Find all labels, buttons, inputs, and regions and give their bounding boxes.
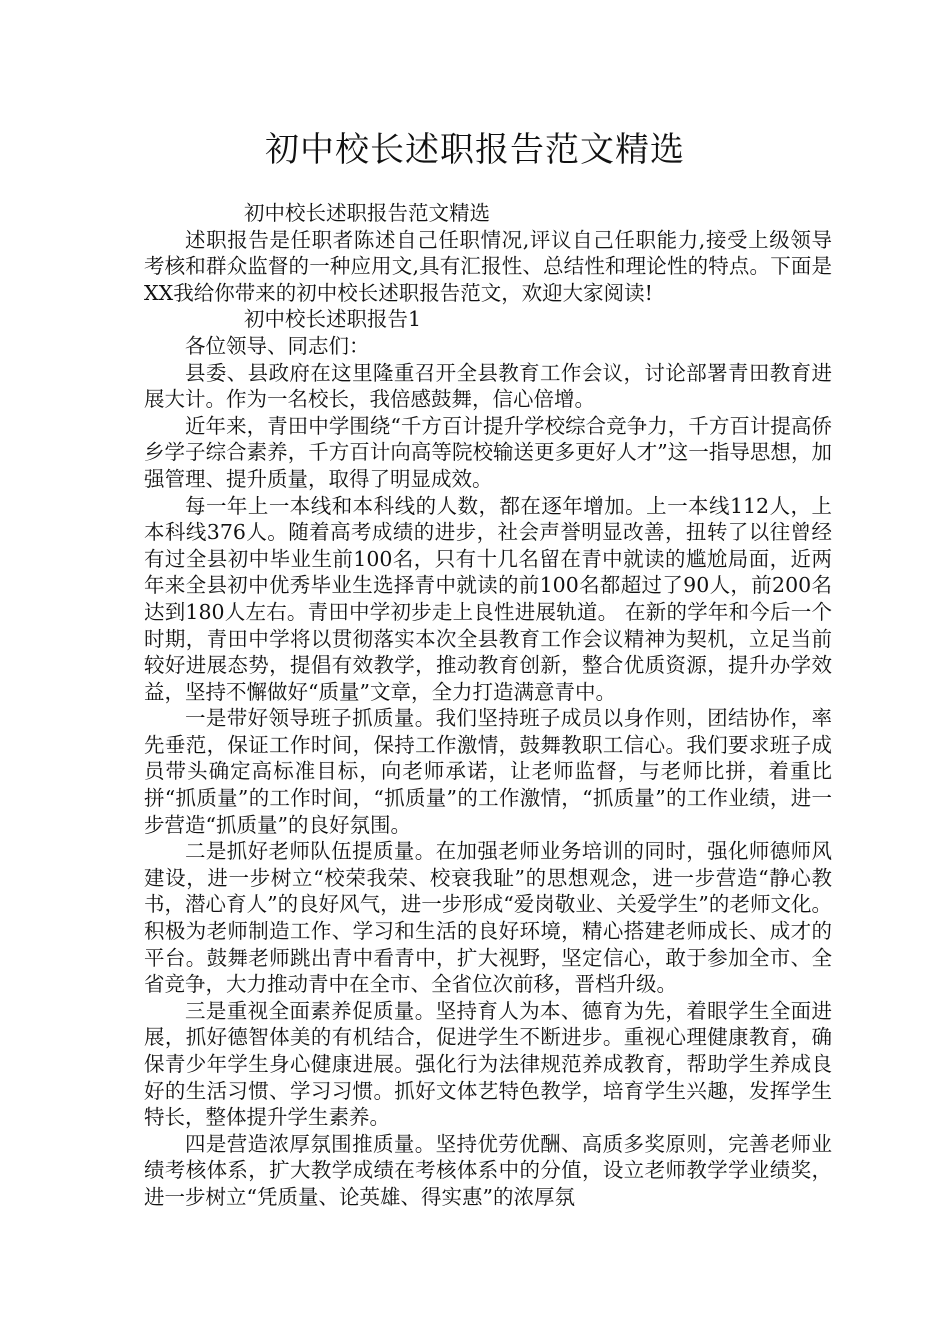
paragraph-intro: 述职报告是任职者陈述自己任职情况,评议自己任职能力,接受上级领导考核和群众监督的一种应用文,具有汇报性、总结性和理论性的特点。下面是XX我给你带来的初中校长述职报告范文，欢迎大家阅读! bbox=[144, 227, 832, 305]
paragraph: 四是营造浓厚氛围推质量。坚持优劳优酬、高质多奖原则，完善老师业绩考核体系，扩大教学成绩在考核体系中的分值，设立老师教学学业绩奖，进一步树立“凭质量、论英雄、得实惠”的浓厚氛 bbox=[144, 1131, 832, 1209]
paragraph-salutation: 各位领导、同志们： bbox=[185, 333, 370, 358]
subtitle-line: 初中校长述职报告范文精选 bbox=[244, 201, 490, 225]
paragraph: 每一年上一本线和本科线的人数，都在逐年增加。上一本线112人，上本科线376人。随着高考成绩的进步，社会声誉明显改善，扭转了以往曾经有过全县初中毕业生前100名，只有十几名留在青中就读的尴尬局面，近两年来全县初中优秀毕业生选择青中就读的前100名都超过了90人，前200名达到180人左右。青田中学初步走上良性进展轨道。 在新的学年和今后一个时期，青田中学将以贯彻落实本次全县教育工作会议精神为契机，立足当前较好进展态势，提倡有效教学，推动教育创新，整合优质资源，提升办学效益，坚持不懈做好“质量”文章，全力打造满意青中。 bbox=[144, 493, 832, 704]
paragraph: 一是带好领导班子抓质量。我们坚持班子成员以身作则，团结协作，率先垂范，保证工作时间，保持工作激情，鼓舞教职工信心。我们要求班子成员带头确定高标准目标，向老师承诺，让老师监督，与老师比拼，着重比拼“抓质量”的工作时间，“抓质量”的工作激情，“抓质量”的工作业绩，进一步营造“抓质量”的良好氛围。 bbox=[144, 706, 832, 837]
paragraph: 三是重视全面素养促质量。坚持育人为本、德育为先，着眼学生全面进展，抓好德智体美的有机结合，促进学生不断进步。重视心理健康教育，确保青少年学生身心健康进展。强化行为法律规范养成教育，帮助学生养成良好的生活习惯、学习习惯。抓好文体艺特色教学，培育学生兴趣，发挥学生特长，整体提升学生素养。 bbox=[144, 998, 832, 1130]
paragraph: 近年来，青田中学围绕“千方百计提升学校综合竞争力，千方百计提高侨乡学子综合素养，千方百计向高等院校输送更多更好人才”这一指导思想，加强管理、提升质量，取得了明显成效。 bbox=[144, 413, 832, 491]
document-body bbox=[144, 200, 832, 1211]
document-title: 初中校长述职报告范文精选 bbox=[265, 130, 685, 170]
paragraph: 二是抓好老师队伍提质量。在加强老师业务培训的同时，强化师德师风建设，进一步树立“校荣我荣、校衰我耻”的思想观念，进一步营造“静心教书，潜心育人”的良好风气，进一步形成“爱岗敬业、关爱学生”的老师文化。积极为老师制造工作、学习和生活的良好环境，精心搭建老师成长、成才的平台。鼓舞老师跳出青中看青中，扩大视野，坚定信心，敢于参加全市、全省竞争，大力推动青中在全市、全省位次前移，晋档升级。 bbox=[144, 839, 832, 997]
paragraph: 县委、县政府在这里隆重召开全县教育工作会议，讨论部署青田教育进展大计。作为一名校长，我倍感鼓舞，信心倍增。 bbox=[144, 360, 832, 412]
section-heading: 初中校长述职报告1 bbox=[244, 307, 422, 332]
